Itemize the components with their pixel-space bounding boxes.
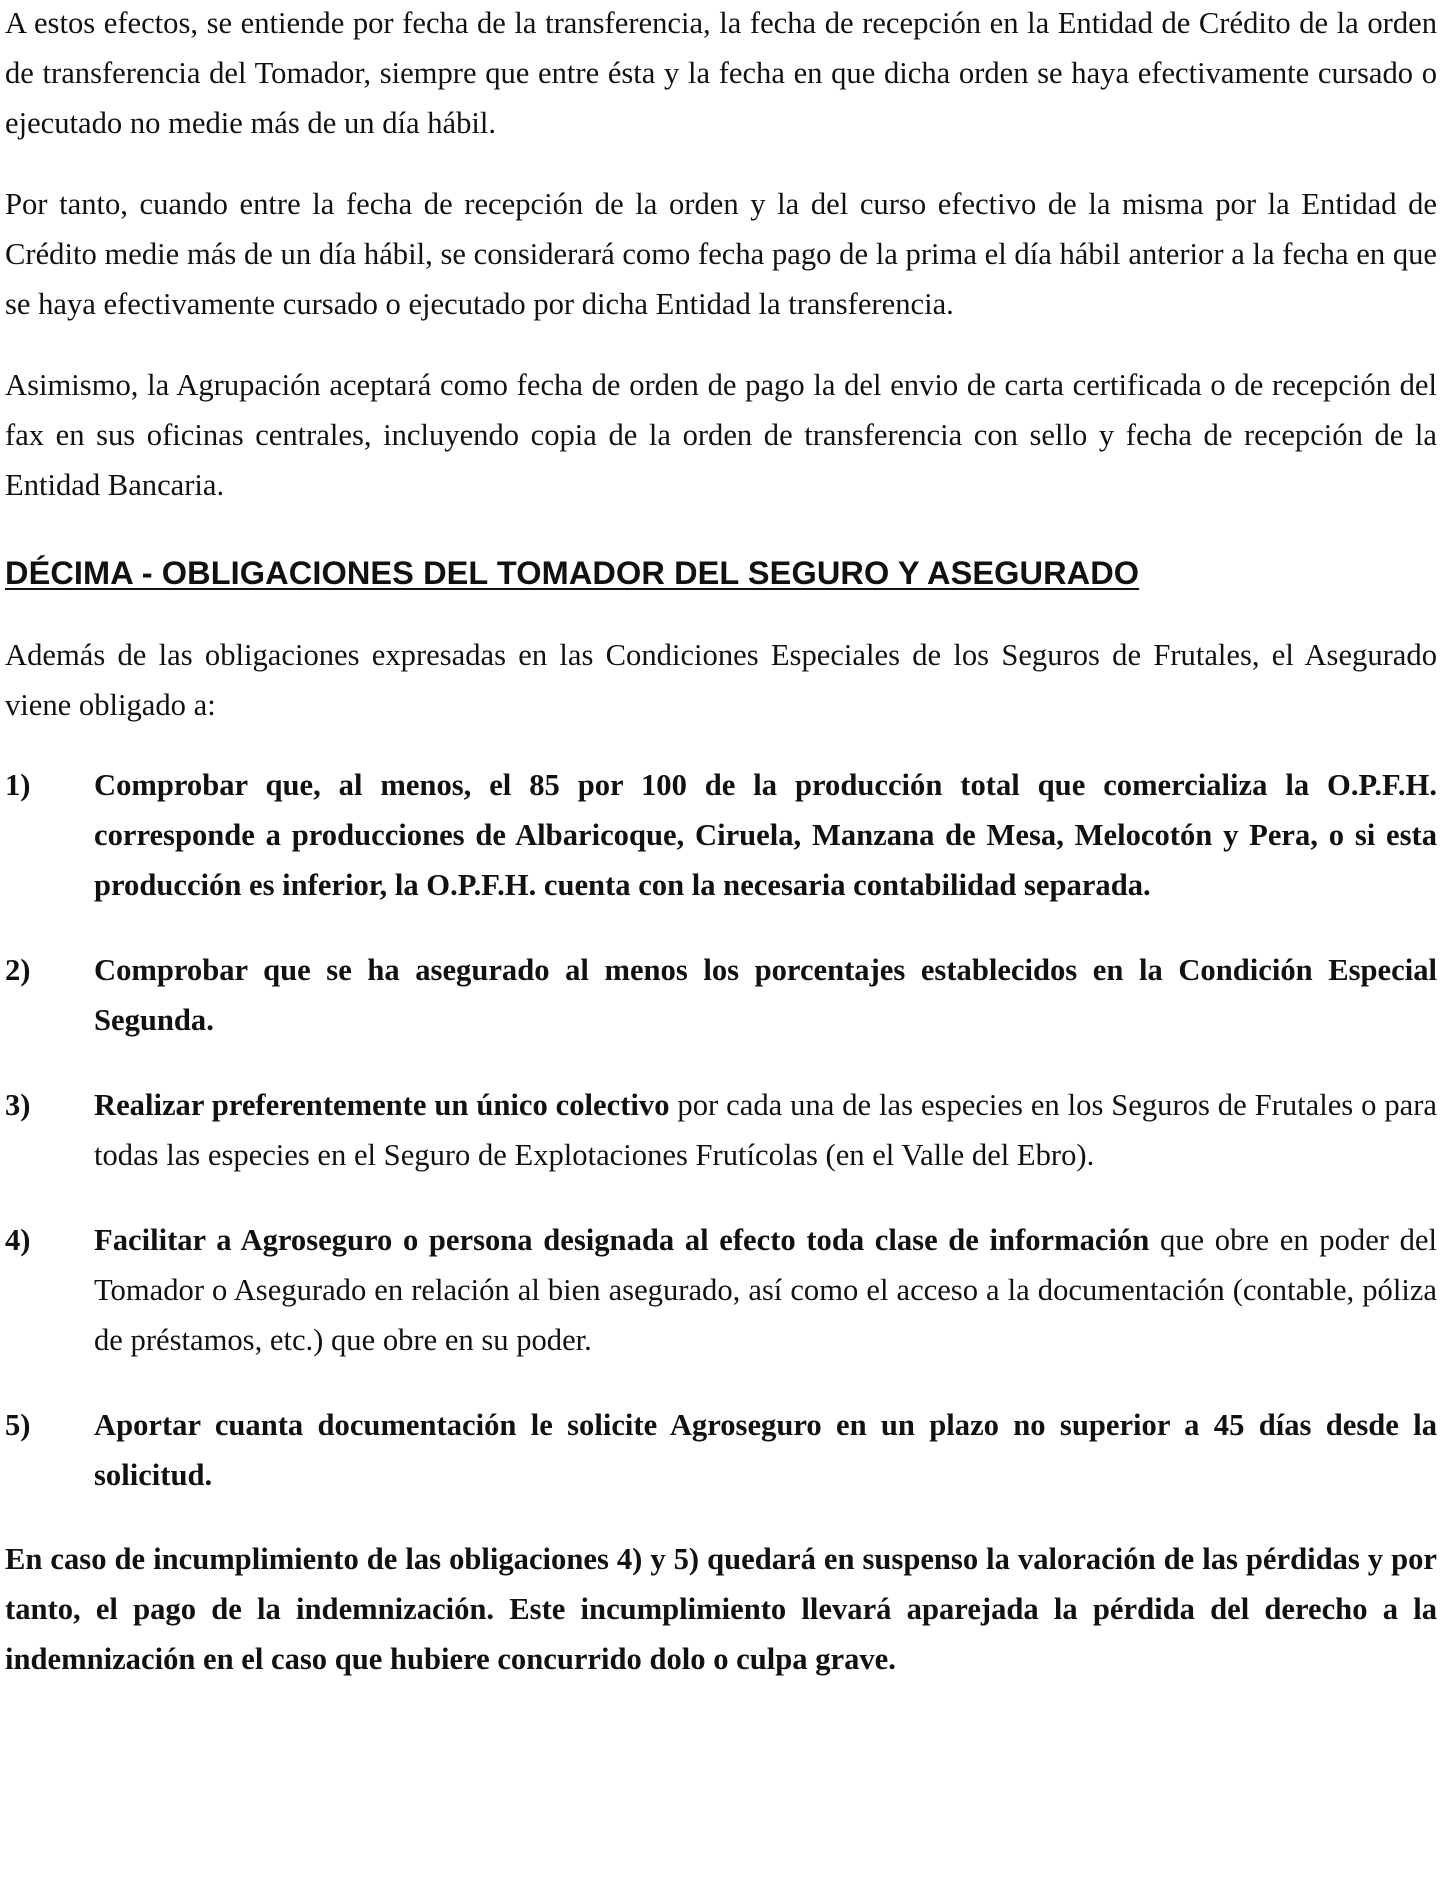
obligation-bold-text: Comprobar que se ha asegurado al menos los porcentajes establecidos en la Condición Especial Segunda. (94, 953, 1437, 1037)
obligation-number: 5) (5, 1408, 31, 1442)
paragraph-business-day-rule: Por tanto, cuando entre la fecha de recepción de la orden y la del curso efectivo de la misma por la Entidad de Crédito medie más de un día hábil, se considerará como fecha pago de la prima el día hábil anterior a la fecha en que se haya efectivamente cursado o ejecutado por dicha Entidad la transferencia. (5, 187, 1437, 321)
obligation-bold-text: Realizar preferentemente un único colectivo (94, 1088, 670, 1122)
section-heading-obligations: DÉCIMA - OBLIGACIONES DEL TOMADOR DEL SEGURO Y ASEGURADO (5, 555, 1140, 591)
section-intro: Además de las obligaciones expresadas en las Condiciones Especiales de los Seguros de Frutales, el Asegurado viene obligado a: (5, 638, 1437, 722)
paragraph-certified-letter-fax: Asimismo, la Agrupación aceptará como fecha de orden de pago la del envio de carta certificada o de recepción del fax en sus oficinas centrales, incluyendo copia de la orden de transferencia con sello y fecha de recepción de la Entidad Bancaria. (5, 368, 1437, 502)
obligation-item-2 (5, 945, 1437, 1045)
document-page (5, 0, 1437, 1684)
obligation-item-1 (5, 760, 1437, 910)
obligation-bold-text: Aportar cuanta documentación le solicite Agroseguro en un plazo no superior a 45 días desde la solicitud. (94, 1408, 1437, 1492)
closing-paragraph: En caso de incumplimiento de las obligaciones 4) y 5) quedará en suspenso la valoración de las pérdidas y por tanto, el pago de la indemnización. Este incumplimiento llevará aparejada la pérdida del derecho a la indemnización en el caso que hubiere concurrido dolo o culpa grave. (5, 1542, 1437, 1676)
obligation-text: por cada una de las especies en los Seguros de Frutales o para todas las especies en el Seguro de Explotaciones Frutícolas (en el Valle del Ebro). (94, 1088, 1437, 1172)
obligation-item-4 (5, 1215, 1437, 1365)
paragraph-transfer-date-definition: A estos efectos, se entiende por fecha de la transferencia, la fecha de recepción en la Entidad de Crédito de la orden de transferencia del Tomador, siempre que entre ésta y la fecha en que dicha orden se haya efectivamente cursado o ejecutado no medie más de un día hábil. (5, 6, 1437, 140)
obligation-bold-text: Comprobar que, al menos, el 85 por 100 de la producción total que comercializa la O.P.F.H. corresponde a producciones de Albaricoque, Ciruela, Manzana de Mesa, Melocotón y Pera, o si esta producción es inferior, la O.P.F.H. cuenta con la necesaria contabilidad separada. (94, 768, 1437, 902)
obligation-number: 3) (5, 1088, 31, 1122)
obligation-item-3 (5, 1080, 1437, 1180)
obligation-number: 1) (5, 768, 31, 802)
obligations-list (5, 760, 1437, 1500)
obligation-number: 2) (5, 953, 31, 987)
obligation-bold-text: Facilitar a Agroseguro o persona designada al efecto toda clase de información (94, 1223, 1150, 1257)
obligation-number: 4) (5, 1223, 31, 1257)
obligation-text: que obre en poder del Tomador o Asegurado en relación al bien asegurado, así como el acceso a la documentación (contable, póliza de préstamos, etc.) que obre en su poder. (94, 1223, 1437, 1357)
obligation-item-5 (5, 1400, 1437, 1500)
